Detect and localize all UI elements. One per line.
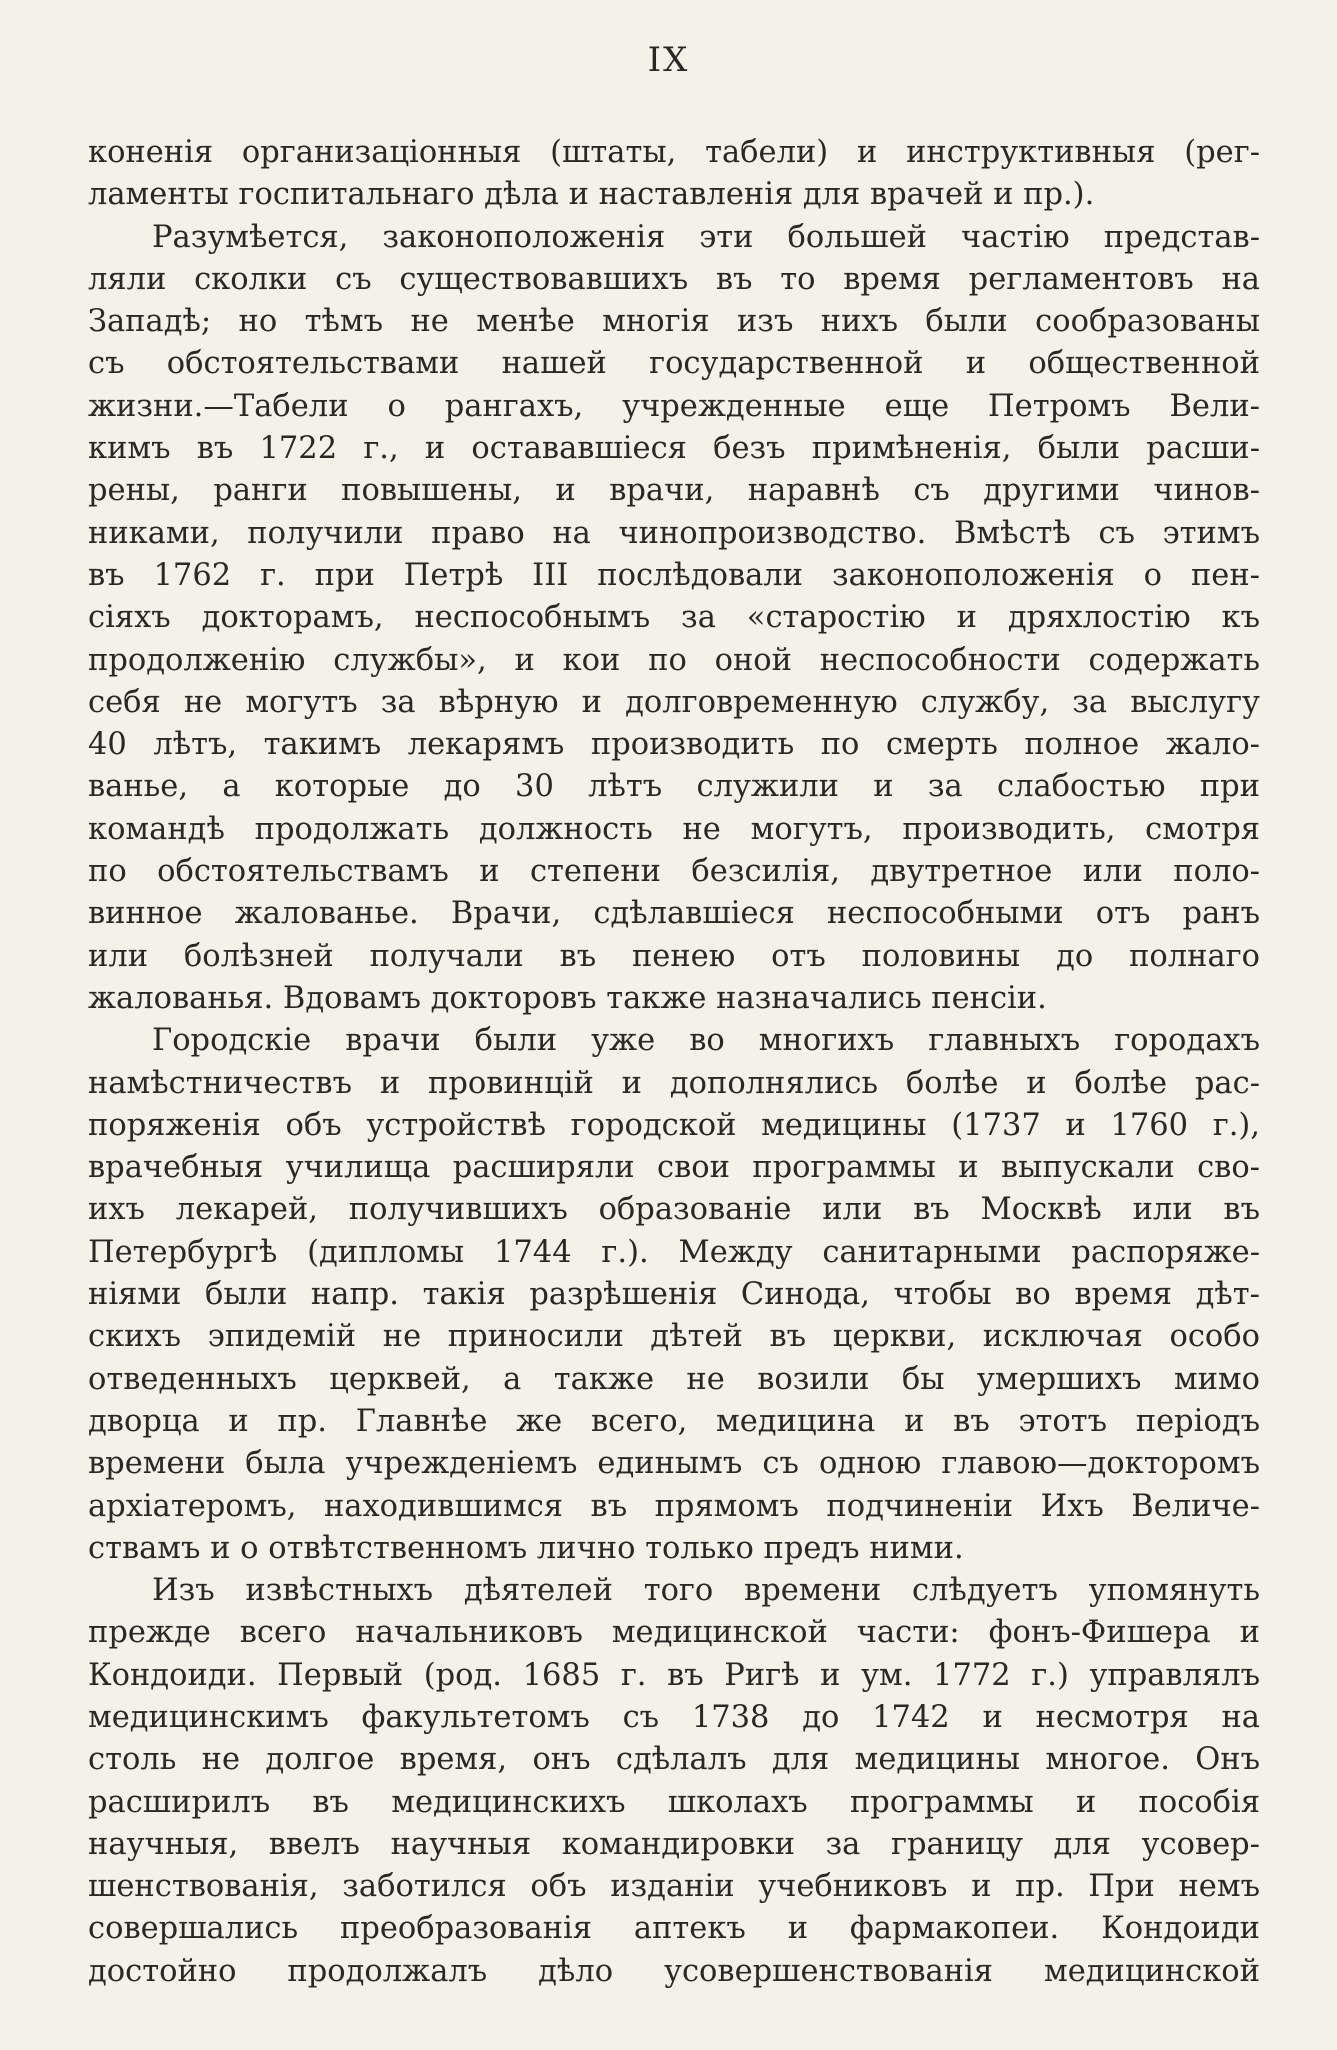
- text-line: намѣстничествъ и провинцій и дополнялись болѣе и болѣе рас-: [88, 1065, 1260, 1101]
- text-line: отведенныхъ церквей, а также не возили бы умершихъ мимо: [88, 1361, 1260, 1397]
- text-line: медицинскимъ факультетомъ съ 1738 до 1742 и несмотря на: [88, 1699, 1260, 1735]
- text-line: себя не могутъ за вѣрную и долговременную службу, за выслугу: [88, 684, 1260, 720]
- text-line: ляли сколки съ существовавшихъ въ то время регламентовъ на: [88, 261, 1260, 297]
- text-line: Изъ извѣстныхъ дѣятелей того времени слѣдуетъ упомянуть: [152, 1573, 1260, 1609]
- text-line: ствамъ и о отвѣтственномъ лично только предъ ними.: [88, 1530, 964, 1566]
- text-line: Кондоиди. Первый (род. 1685 г. въ Ригѣ и ум. 1772 г.) управлялъ: [88, 1657, 1260, 1693]
- text-line: коненія организаціонныя (штаты, табели) и инструктивныя (рег-: [88, 135, 1260, 170]
- text-line: Разумѣется, законоположенія эти большей частію представ-: [152, 219, 1260, 255]
- text-line: дворца и пр. Главнѣе же всего, медицина и въ этотъ періодъ: [88, 1403, 1260, 1439]
- text-line: кимъ въ 1722 г., и остававшіеся безъ примѣненія, были расши-: [88, 431, 1260, 467]
- text-line: поряженія объ устройствѣ городской медицины (1737 и 1760 г.),: [88, 1107, 1260, 1143]
- text-line: командѣ продолжать должность не могутъ, производить, смотря: [88, 811, 1260, 847]
- text-line: продолженію службы», и кои по оной неспособности содержать: [88, 642, 1260, 678]
- text-line: времени была учрежденіемъ единымъ съ одною главою—докторомъ: [88, 1446, 1260, 1482]
- text-line: ихъ лекарей, получившихъ образованіе или въ Москвѣ или въ: [88, 1192, 1260, 1228]
- text-line: съ обстоятельствами нашей государственной и общественной: [88, 346, 1260, 382]
- text-line: шенствованія, заботился объ изданіи учебниковъ и пр. При немъ: [88, 1869, 1260, 1905]
- text-line: достойно продолжалъ дѣло усовершенствованія медицинской: [88, 1953, 1260, 1989]
- text-line: архіатеромъ, находившимся въ прямомъ подчиненіи Ихъ Величе-: [88, 1488, 1260, 1524]
- text-line: или болѣзней получали въ пенею отъ половины до полнаго: [88, 938, 1260, 974]
- text-line: врачебныя училища расширяли свои программы и выпускали сво-: [88, 1150, 1260, 1186]
- text-line: ванье, а которые до 30 лѣтъ служили и за слабостью при: [88, 769, 1260, 805]
- text-line: совершались преобразованія аптекъ и фармакопеи. Кондоиди: [88, 1911, 1260, 1947]
- text-line: скихъ эпидемій не приносили дѣтей въ церкви, исключая особо: [88, 1319, 1260, 1355]
- text-line: 40 лѣтъ, такимъ лекарямъ производить по смерть полное жало-: [88, 727, 1260, 763]
- text-line: Петербургѣ (дипломы 1744 г.). Между санитарными распоряже-: [88, 1234, 1260, 1270]
- page-number: IX: [647, 40, 690, 80]
- text-line: расширилъ въ медицинскихъ школахъ программы и пособія: [88, 1784, 1260, 1820]
- text-line: научныя, ввелъ научныя командировки за границу для усовер-: [88, 1826, 1260, 1862]
- text-line: рены, ранги повышены, и врачи, наравнѣ съ другими чинов-: [88, 473, 1260, 509]
- text-line: ніями были напр. такія разрѣшенія Синода, чтобы во время дѣт-: [88, 1277, 1260, 1313]
- text-line: Западѣ; но тѣмъ не менѣе многія изъ нихъ были сообразованы: [88, 304, 1260, 340]
- text-line: столь не долгое время, онъ сдѣлалъ для медицины многое. Онъ: [88, 1742, 1260, 1778]
- text-line: въ 1762 г. при Петрѣ III послѣдовали законоположенія о пен-: [88, 557, 1260, 593]
- text-line: никами, получили право на чинопроизводство. Вмѣстѣ съ этимъ: [88, 515, 1260, 551]
- text-line: жалованья. Вдовамъ докторовъ также назначались пенсіи.: [88, 980, 1047, 1016]
- text-line: винное жалованье. Врачи, сдѣлавшіеся неспособными отъ ранъ: [88, 896, 1260, 932]
- text-line: по обстоятельствамъ и степени безсилія, двутретное или поло-: [88, 854, 1260, 890]
- body-text: [88, 132, 1260, 1993]
- text-line: жизни.—Табели о рангахъ, учрежденные еще Петромъ Вели-: [88, 388, 1260, 424]
- text-line: ламенты госпитальнаго дѣла и наставленія для врачей и пр.).: [88, 177, 1095, 213]
- text-line: сіяхъ докторамъ, неспособнымъ за «старостію и дряхлостію къ: [88, 600, 1260, 636]
- text-line: Городскіе врачи были уже во многихъ главныхъ городахъ: [152, 1023, 1260, 1059]
- text-line: прежде всего начальниковъ медицинской части: фонъ-Фишера и: [88, 1615, 1260, 1651]
